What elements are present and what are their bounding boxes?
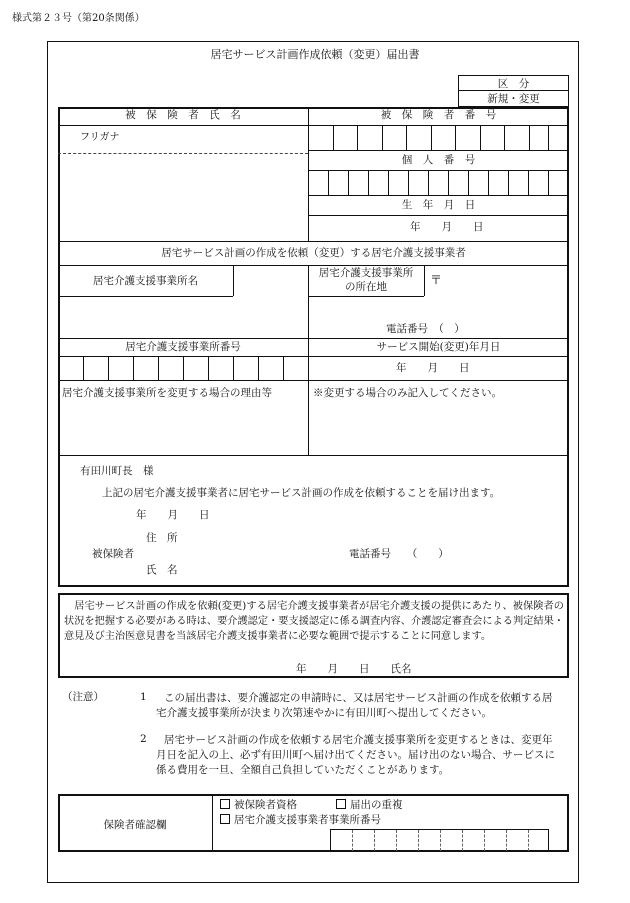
notes-label: （注意） xyxy=(62,691,104,703)
provider-phone-label: 電話番号 （ ） xyxy=(386,323,465,335)
checkbox-icon xyxy=(220,814,230,824)
check-duplicate[interactable] xyxy=(336,799,403,811)
insured-number-header: 被 保 険 者 番 号 xyxy=(380,109,497,121)
office-name-label: 居宅介護支援事業所名 xyxy=(93,275,198,287)
form-number: 様式第２３号（第20条関係） xyxy=(12,13,145,24)
check-insured-eligibility-label: 被保険者資格 xyxy=(234,799,297,811)
personal-number-header: 個 人 番 号 xyxy=(401,154,476,166)
address-label-2: の所在地 xyxy=(345,281,387,293)
provider-section-header: 居宅サービス計画の作成を依頼（変更）する居宅介護支援事業者 xyxy=(161,247,466,259)
name-label: 氏 名 xyxy=(146,564,178,576)
insured-label: 被保険者 xyxy=(92,548,134,560)
office-number-header: 居宅介護支援事業所番号 xyxy=(125,341,241,353)
note-2-number: 2 xyxy=(140,733,147,745)
office-address-field[interactable] xyxy=(445,268,567,294)
kubun-value[interactable]: 新規・変更 xyxy=(487,93,540,105)
addressee: 有田川町長 様 xyxy=(80,465,154,477)
insured-name-field[interactable] xyxy=(60,156,306,238)
postal-mark: 〒 xyxy=(430,273,443,287)
furigana-label: フリガナ xyxy=(80,132,120,143)
change-reason-note: ※変更する場合のみ記入してください。 xyxy=(313,387,502,399)
address-label-1: 居宅介護支援事業所 xyxy=(318,267,414,279)
office-name-field[interactable] xyxy=(60,298,306,336)
insurer-check-label: 保険者確認欄 xyxy=(103,819,167,831)
check-duplicate-label: 届出の重複 xyxy=(350,799,403,811)
checkbox-icon xyxy=(336,799,346,809)
form-title: 居宅サービス計画作成依頼（変更）届出書 xyxy=(210,48,420,61)
check-insured-eligibility[interactable] xyxy=(220,799,297,811)
kubun-header: 区 分 xyxy=(497,78,530,90)
birthdate-value[interactable]: 年 月 日 xyxy=(410,221,484,233)
consent-sign-line: 年 月 日 氏名 xyxy=(296,663,412,675)
note-1-text: この届出書は、要介護認定の申請時に、又は居宅サービス計画の作成を依頼する居宅介護支援事業所が決まり次第速やかに有田川町へ提出してください。 xyxy=(156,692,553,720)
check-office-number-label: 居宅介護支援事業者事業所番号 xyxy=(234,814,381,826)
declaration-date[interactable]: 年 月 日 xyxy=(136,509,210,521)
insured-name-header: 被 保 険 者 氏 名 xyxy=(125,109,241,121)
change-reason-field[interactable] xyxy=(60,403,567,453)
address-label: 住 所 xyxy=(146,532,178,544)
note-2-text: 居宅サービス計画の作成を依頼する居宅介護支援事業所を変更するときは、変更年月日を記入の上、必ず有田川町へ届け出てください。届け出のない場合、サービスに係る費用を一旦、全額自己負担していただくことがあります。 xyxy=(156,734,555,777)
checkbox-icon xyxy=(220,799,230,809)
declaration-text: 上記の居宅介護支援事業者に居宅サービス計画の作成を依頼することを届け出ます。 xyxy=(102,487,501,499)
note-1-number: 1 xyxy=(140,691,147,703)
declaration-phone: 電話番号 （ ） xyxy=(349,548,449,560)
service-start-header: サービス開始(変更)年月日 xyxy=(376,341,501,353)
check-office-number[interactable] xyxy=(220,814,381,826)
service-start-value[interactable]: 年 月 日 xyxy=(396,362,470,374)
birthdate-header: 生 年 月 日 xyxy=(401,199,476,211)
change-reason-label: 居宅介護支援事業所を変更する場合の理由等 xyxy=(62,387,272,399)
consent-text: 居宅サービス計画の作成を依頼(変更)する居宅介護支援事業者が居宅介護支援の提供にあたり、被保険者の状況を把握する必要がある時は、要介護認定・要支援認定に係る調査内容、介護認定審査会による判定結果・意見及び主治医意見書を当該居宅介護支援事業者に必要な範囲で提示することに同意します。 xyxy=(64,601,564,642)
